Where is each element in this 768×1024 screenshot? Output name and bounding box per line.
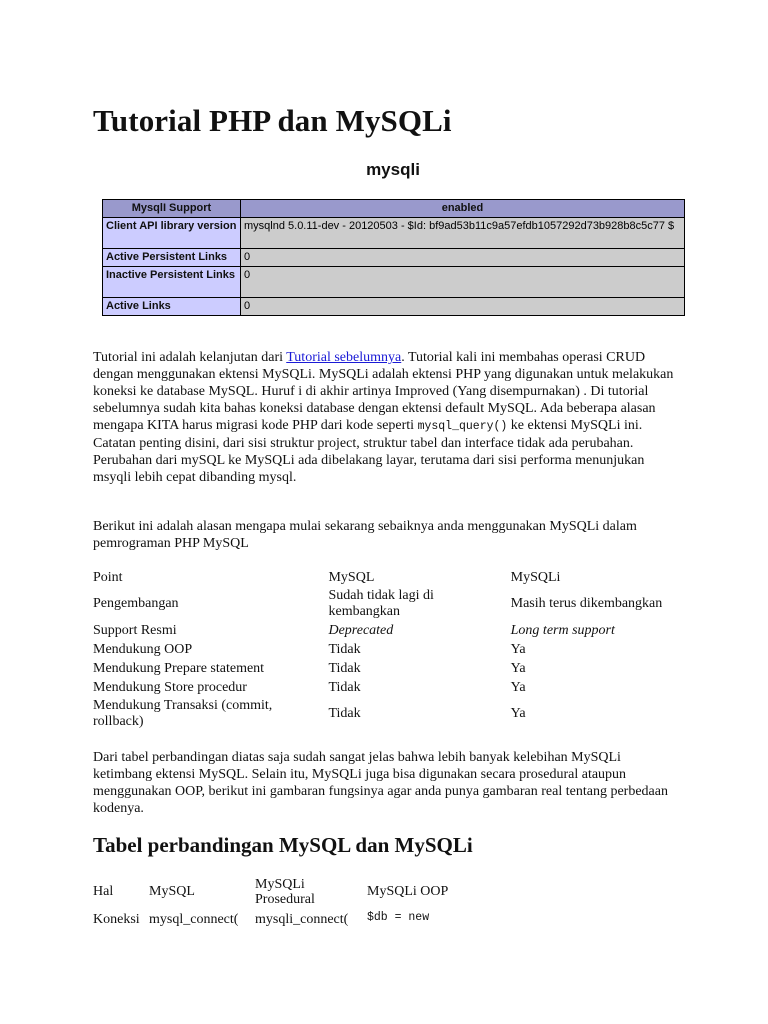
conclusion-paragraph: Dari tabel perbandingan diatas saja sudah sangat jelas bahwa lebih banyak kelebihan MySQLi ketimbang ektensi MySQL. Selain itu, MySQLi juga bisa digunakan secara prosedural ataupun menggunakan OOP, berikut ini gambaran fungsinya agar anda punya gambaran real tentang perbedaan kodenya. (93, 750, 668, 816)
function-header-row (91, 874, 450, 910)
header-mysqli-procedural: MySQLi Prosedural (255, 877, 315, 907)
previous-tutorial-link[interactable]: Tutorial sebelumnya (286, 350, 402, 365)
mysql-cell: Deprecated (328, 622, 394, 638)
phpinfo-row (103, 298, 685, 316)
comparison-row (91, 659, 691, 678)
comparison-row (91, 587, 691, 621)
phpinfo-value: 0 (241, 267, 685, 298)
point-cell: Mendukung OOP (93, 641, 193, 657)
mysql-cell: Tidak (328, 706, 361, 721)
phpinfo-header-row (103, 200, 685, 218)
phpinfo-label: Client API library version (103, 218, 241, 249)
reasons-paragraph: Berikut ini adalah alasan mengapa mulai sekarang sebaiknya anda menggunakan MySQLi dalam pemrograman PHP MySQL (93, 519, 637, 551)
point-cell: Pengembangan (93, 596, 179, 611)
phpinfo-section-title: mysqli (366, 160, 420, 179)
comparison-row (91, 621, 691, 640)
header-point: Point (93, 569, 123, 585)
comparison-row (91, 640, 691, 659)
intro-text-end: ke ektensi MySQLi ini. Catatan penting disini, dari sisi struktur project, struktur tabel dan interface tidak ada perubahan. Perubahan dari mySQL ke MySQLi ada dibelakang layar, terutama dari sisi performa menunjukan msyqli lebih cepat dibanding mysql. (93, 418, 645, 485)
intro-text-middle: . Tutorial kali ini membahas operasi CRUD dengan menggunakan ektensi MySQLi. MySQLi adalah ektensi PHP yang digunakan untuk melakukan koneksi ke database MySQL. Huruf i di akhir artinya Improved (Yang disempurnakan) . Di tutorial sebelumnya sudah kita bahas koneksi database dengan ektensi default MySQL. Ada beberapa alasan mengapa KITA harus migrasi kode PHP dari kode seperti (93, 350, 674, 433)
header-mysqli-oop: MySQLi OOP (367, 884, 449, 899)
mysqli-cell: Ya (510, 706, 526, 721)
mysql-cell: Tidak (328, 679, 361, 695)
point-cell: Mendukung Prepare statement (93, 660, 265, 676)
phpinfo-row (103, 249, 685, 267)
phpinfo-header-support: MysqlI Support (103, 200, 241, 218)
phpinfo-value: mysqlnd 5.0.11-dev - 20120503 - $Id: bf9ad53b11c9a57efdb1057292d73b928b8c5c77 $ (241, 218, 685, 249)
point-cell: Mendukung Transaksi (commit, rollback) (93, 698, 273, 729)
mysql-cell: Sudah tidak lagi di kembangkan (328, 588, 434, 619)
phpinfo-table (102, 199, 685, 316)
intro-paragraph (93, 349, 678, 486)
intro-text-start: Tutorial ini adalah kelanjutan dari (93, 350, 287, 365)
phpinfo-value: 0 (241, 249, 685, 267)
point-cell: Mendukung Store procedur (93, 679, 247, 695)
phpinfo-row (103, 267, 685, 298)
hal-cell: Koneksi (93, 912, 140, 927)
phpinfo-header-enabled: enabled (241, 200, 685, 218)
header-mysqli: MySQLi (510, 569, 561, 585)
header-hal: Hal (93, 884, 114, 899)
section-title: Tabel perbandingan MySQL dan MySQLi (93, 833, 473, 857)
function-comparison-table (91, 874, 450, 930)
mysqli-oop-cell: $db = new (367, 911, 430, 924)
mysqli-cell: Ya (510, 660, 526, 676)
comparison-header-row (91, 568, 691, 587)
mysql-cell: Tidak (328, 641, 361, 657)
mysqli-cell: Masih terus dikembangkan (510, 596, 663, 611)
header-mysql: MySQL (149, 884, 195, 899)
comparison-row (91, 678, 691, 697)
phpinfo-label: Inactive Persistent Links (103, 267, 241, 298)
mysqli-cell: Ya (510, 641, 526, 657)
phpinfo-value: 0 (241, 298, 685, 316)
page-title: Tutorial PHP dan MySQLi (93, 103, 452, 138)
function-row (91, 910, 450, 930)
point-cell: Support Resmi (93, 622, 177, 638)
phpinfo-label: Active Links (103, 298, 241, 316)
mysql-cell: mysql_connect( (149, 912, 239, 927)
mysqli-cell: Long term support (510, 622, 615, 638)
comparison-row (91, 697, 691, 731)
phpinfo-label: Active Persistent Links (103, 249, 241, 267)
comparison-table (91, 568, 691, 731)
phpinfo-row (103, 218, 685, 249)
header-mysql: MySQL (328, 569, 375, 585)
mysqli-cell: Ya (510, 679, 526, 695)
inline-code: mysql_query() (417, 420, 508, 433)
mysqli-procedural-cell: mysqli_connect( (255, 912, 349, 927)
mysql-cell: Tidak (328, 660, 361, 676)
